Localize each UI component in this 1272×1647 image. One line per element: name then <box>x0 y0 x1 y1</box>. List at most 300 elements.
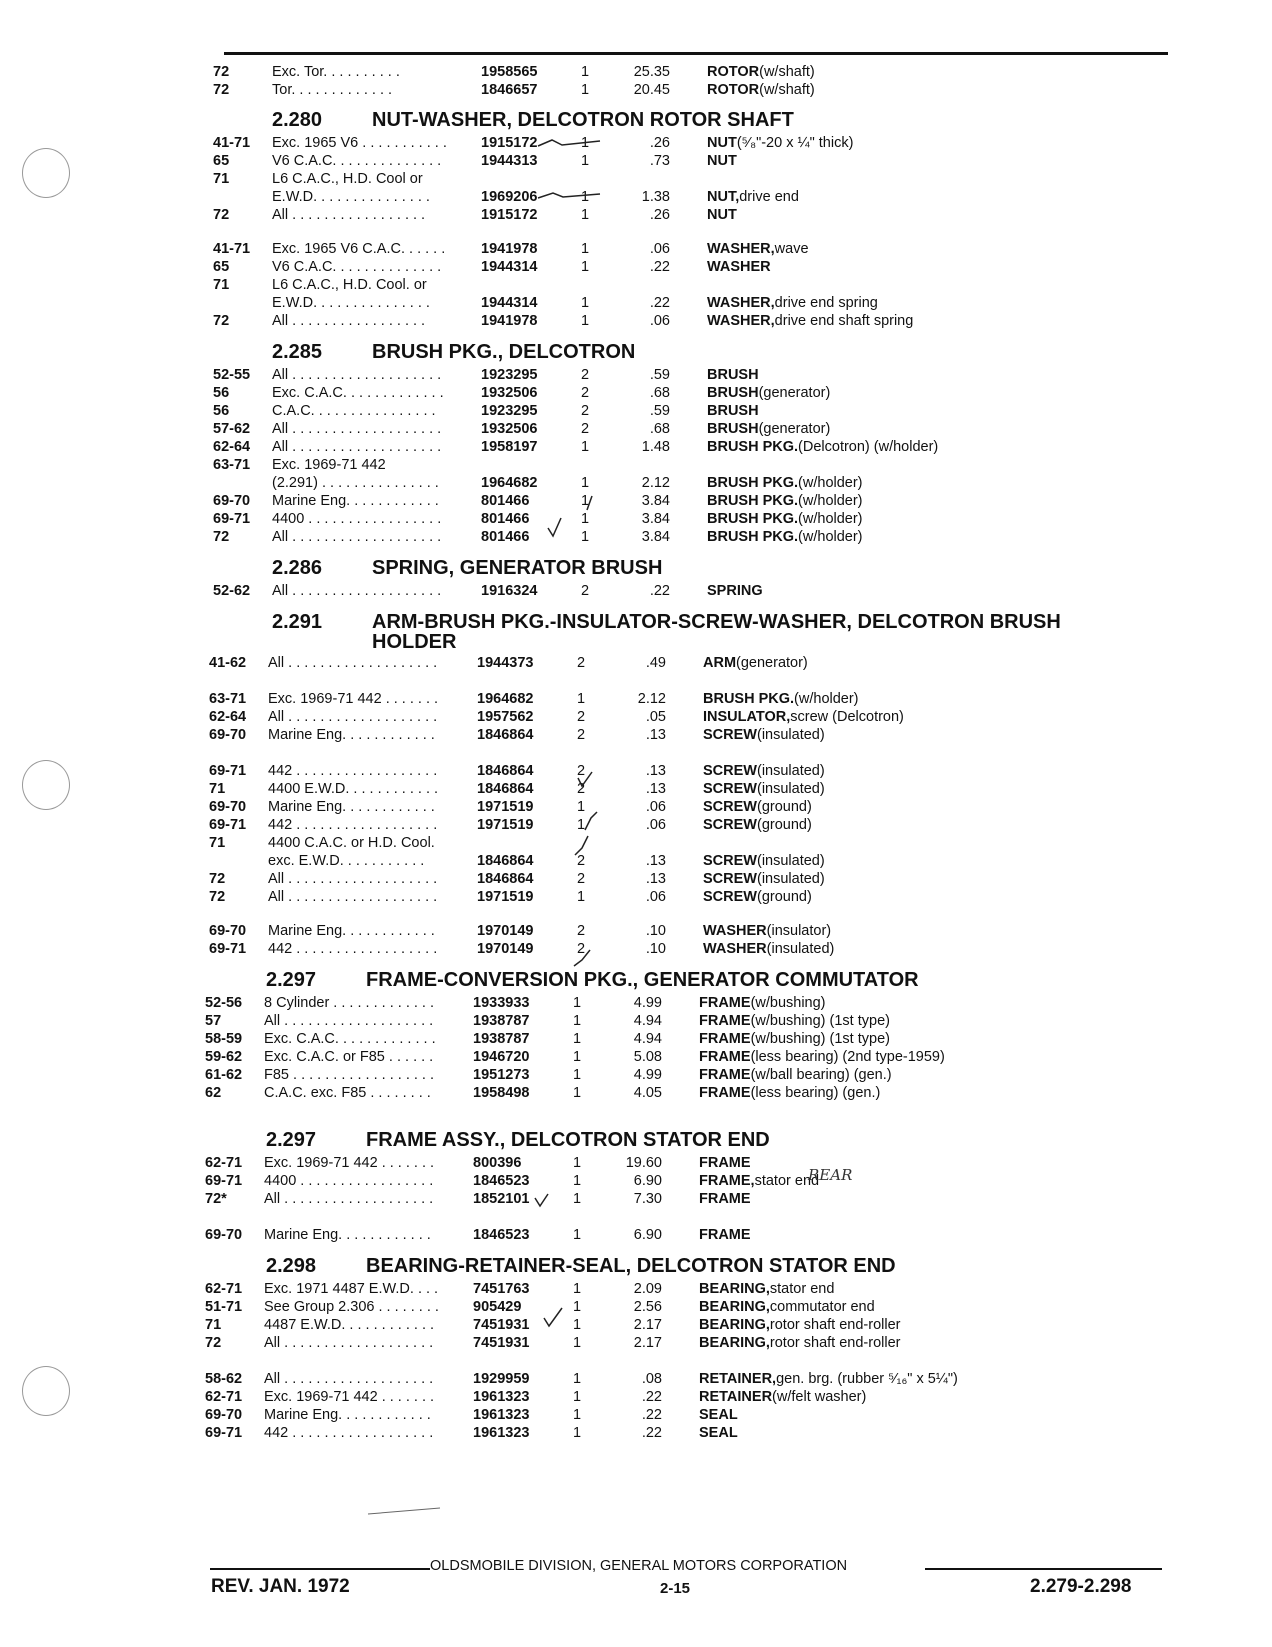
model-years: 69-71 <box>209 941 247 957</box>
model-years: 72 <box>209 871 226 887</box>
model-years: 58-59 <box>205 1031 243 1047</box>
application: All . . . . . . . . . . . . . . . . . . . <box>268 889 438 905</box>
description <box>707 240 1147 259</box>
part-row <box>0 1298 1200 1317</box>
part-detail: rotor shaft end-roller <box>769 1317 901 1333</box>
application: 442 . . . . . . . . . . . . . . . . . . <box>268 817 438 833</box>
price: .13 <box>645 727 666 743</box>
part-number: 1923295 <box>481 367 538 383</box>
description <box>707 81 1147 100</box>
price: 6.90 <box>633 1173 662 1189</box>
price: 4.99 <box>633 995 662 1011</box>
price: 4.94 <box>633 1031 662 1047</box>
part-name: BRUSH PKG. <box>707 439 799 455</box>
part-row <box>0 1388 1200 1407</box>
part-name: FRAME <box>699 1013 751 1029</box>
model-years: 51-71 <box>205 1299 243 1315</box>
section-title: BRUSH PKG., DELCOTRON <box>372 341 636 363</box>
quantity: 1 <box>573 1407 582 1423</box>
part-name: SCREW <box>703 799 757 815</box>
part-number: 1961323 <box>473 1425 530 1441</box>
quantity: 1 <box>573 1317 582 1333</box>
part-number: 1971519 <box>477 799 534 815</box>
description <box>707 402 1147 421</box>
application: E.W.D. . . . . . . . . . . . . . . <box>272 295 430 311</box>
price: .22 <box>641 1389 662 1405</box>
part-name: FRAME <box>699 1155 751 1171</box>
price: .13 <box>645 763 666 779</box>
part-row <box>0 170 1200 189</box>
part-number: 1941978 <box>481 241 538 257</box>
application: exc. E.W.D. . . . . . . . . . . <box>268 853 425 869</box>
application: 4400 C.A.C. or H.D. Cool. <box>268 835 435 851</box>
application: E.W.D. . . . . . . . . . . . . . . <box>272 189 430 205</box>
part-detail: (ground) <box>756 889 812 905</box>
part-detail: (w/shaft) <box>759 82 815 98</box>
quantity: 1 <box>573 1335 582 1351</box>
part-detail: (w/ball bearing) (gen.) <box>750 1067 892 1083</box>
description <box>707 188 1147 207</box>
part-name: INSULATOR, <box>703 709 791 725</box>
part-detail: (w/felt washer) <box>772 1389 867 1405</box>
application: All . . . . . . . . . . . . . . . . . . . <box>268 655 438 671</box>
quantity: 1 <box>573 1049 582 1065</box>
part-row <box>0 528 1200 547</box>
application: (2.291) . . . . . . . . . . . . . . . <box>272 475 439 491</box>
description <box>703 940 1143 959</box>
price: .05 <box>645 709 666 725</box>
quantity: 1 <box>581 207 590 223</box>
part-detail: (insulated) <box>756 727 825 743</box>
part-detail: (generator) <box>758 385 831 401</box>
part-row <box>0 1084 1200 1103</box>
section-title: ARM-BRUSH PKG.-INSULATOR-SCREW-WASHER, DELCOTRON BRUSH <box>372 611 1061 633</box>
part-row <box>0 206 1200 225</box>
description <box>699 1280 1139 1299</box>
part-row <box>0 510 1200 529</box>
part-name: WASHER <box>707 259 771 275</box>
application: Exc. 1965 V6 C.A.C. . . . . . <box>272 241 446 257</box>
part-number: 1944314 <box>481 295 538 311</box>
part-name: SCREW <box>703 871 757 887</box>
part-name: RETAINER, <box>699 1371 777 1387</box>
part-row <box>0 1406 1200 1425</box>
section-number: 2.291 <box>272 611 323 633</box>
part-number: 1958565 <box>481 64 538 80</box>
model-years: 65 <box>213 153 230 169</box>
part-name: SEAL <box>699 1425 738 1441</box>
part-row <box>0 258 1200 277</box>
model-years: 69-70 <box>205 1407 243 1423</box>
part-number: 1958498 <box>473 1085 530 1101</box>
model-years: 52-56 <box>205 995 243 1011</box>
quantity: 1 <box>573 1371 582 1387</box>
description <box>703 922 1143 941</box>
part-detail: stator end <box>769 1281 835 1297</box>
model-years: 71 <box>213 277 230 293</box>
revision-date: REV. JAN. 1972 <box>211 1576 350 1597</box>
quantity: 2 <box>581 367 590 383</box>
part-number: 1938787 <box>473 1031 530 1047</box>
application: C.A.C. exc. F85 . . . . . . . . <box>264 1085 431 1101</box>
model-years: 72 <box>209 889 226 905</box>
model-years: 72 <box>213 82 230 98</box>
price: .08 <box>641 1371 662 1387</box>
description <box>703 726 1143 745</box>
quantity: 1 <box>573 1013 582 1029</box>
price: 4.99 <box>633 1067 662 1083</box>
part-number: 905429 <box>473 1299 522 1315</box>
part-name: NUT <box>707 153 737 169</box>
application: V6 C.A.C. . . . . . . . . . . . . . <box>272 153 442 169</box>
section-title: FRAME-CONVERSION PKG., GENERATOR COMMUTATOR <box>366 969 919 991</box>
part-name: FRAME <box>699 1085 751 1101</box>
description <box>699 1048 1139 1067</box>
part-row <box>0 852 1200 871</box>
part-row <box>0 474 1200 493</box>
part-number: 1971519 <box>477 817 534 833</box>
model-years: 71 <box>209 835 226 851</box>
description <box>707 294 1147 313</box>
part-detail: rotor shaft end-roller <box>769 1335 901 1351</box>
description <box>703 780 1143 799</box>
section-number: 2.297 <box>266 1129 317 1151</box>
part-number: 1944314 <box>481 259 538 275</box>
part-detail: (insulator) <box>766 923 832 939</box>
part-row <box>0 81 1200 100</box>
part-number: 1964682 <box>481 475 538 491</box>
model-years: 69-70 <box>205 1227 243 1243</box>
quantity: 1 <box>581 313 590 329</box>
part-row <box>0 420 1200 439</box>
application: Exc. Tor. . . . . . . . . . <box>272 64 400 80</box>
footer-rule-left <box>210 1568 430 1570</box>
part-row <box>0 816 1200 835</box>
description <box>703 816 1143 835</box>
part-row <box>0 456 1200 475</box>
price: 3.84 <box>641 511 670 527</box>
model-years: 57 <box>205 1013 222 1029</box>
part-row <box>0 1424 1200 1443</box>
application: All . . . . . . . . . . . . . . . . . . . <box>272 421 442 437</box>
application: 4487 E.W.D. . . . . . . . . . . . <box>264 1317 435 1333</box>
quantity: 1 <box>573 1173 582 1189</box>
price: .06 <box>649 241 670 257</box>
application: 4400 E.W.D. . . . . . . . . . . . <box>268 781 439 797</box>
price: .68 <box>649 385 670 401</box>
price: .06 <box>649 313 670 329</box>
application: 8 Cylinder . . . . . . . . . . . . . <box>264 995 435 1011</box>
top-rule <box>224 52 1168 55</box>
application: All . . . . . . . . . . . . . . . . . . . <box>264 1191 434 1207</box>
part-number: 1957562 <box>477 709 534 725</box>
application: All . . . . . . . . . . . . . . . . . . . <box>272 529 442 545</box>
quantity: 1 <box>581 241 590 257</box>
part-name: SEAL <box>699 1407 738 1423</box>
price: 1.48 <box>641 439 670 455</box>
part-name: RETAINER <box>699 1389 773 1405</box>
part-detail: (w/holder) <box>798 529 863 545</box>
part-name: BRUSH <box>707 403 759 419</box>
part-number: 1944373 <box>477 655 534 671</box>
model-years: 72 <box>213 313 230 329</box>
description <box>707 384 1147 403</box>
application: All . . . . . . . . . . . . . . . . . . . <box>264 1335 434 1351</box>
price: .49 <box>645 655 666 671</box>
quantity: 1 <box>573 1155 582 1171</box>
part-row <box>0 582 1200 601</box>
part-row <box>0 870 1200 889</box>
application: Marine Eng. . . . . . . . . . . . <box>268 727 435 743</box>
application: 442 . . . . . . . . . . . . . . . . . . <box>264 1425 434 1441</box>
part-detail: drive end spring <box>774 295 878 311</box>
description <box>707 206 1147 225</box>
section-number: 2.298 <box>266 1255 317 1277</box>
quantity: 2 <box>581 421 590 437</box>
part-row <box>0 1316 1200 1335</box>
application: All . . . . . . . . . . . . . . . . . <box>272 207 426 223</box>
part-row <box>0 402 1200 421</box>
price: .22 <box>649 295 670 311</box>
section-header <box>266 1254 1130 1278</box>
part-row <box>0 1172 1200 1191</box>
part-number: 1932506 <box>481 421 538 437</box>
quantity: 1 <box>573 995 582 1011</box>
quantity: 1 <box>581 295 590 311</box>
part-number: 1846864 <box>477 853 534 869</box>
part-detail: drive end shaft spring <box>774 313 914 329</box>
part-detail: (insulated) <box>756 763 825 779</box>
description <box>703 852 1143 871</box>
part-number: 1916324 <box>481 583 538 599</box>
part-number: 800396 <box>473 1155 522 1171</box>
application: Exc. 1969-71 442 . . . . . . . <box>264 1155 435 1171</box>
part-name: BRUSH PKG. <box>707 493 799 509</box>
model-years: 69-71 <box>205 1173 243 1189</box>
part-name: SCREW <box>703 853 757 869</box>
part-row <box>0 63 1200 82</box>
section-title: BEARING-RETAINER-SEAL, DELCOTRON STATOR END <box>366 1255 896 1277</box>
model-years: 63-71 <box>209 691 247 707</box>
model-years: 41-71 <box>213 241 251 257</box>
quantity: 1 <box>573 1425 582 1441</box>
application: Exc. 1969-71 442 . . . . . . . <box>268 691 439 707</box>
part-row <box>0 276 1200 295</box>
model-years: 69-71 <box>213 511 251 527</box>
part-number: 1852101 <box>473 1191 530 1207</box>
part-name: ROTOR <box>707 64 760 80</box>
description <box>699 1388 1139 1407</box>
description <box>699 1066 1139 1085</box>
model-years: 69-70 <box>209 727 247 743</box>
price: .22 <box>649 583 670 599</box>
application: L6 C.A.C., H.D. Cool. or <box>272 277 427 293</box>
description <box>707 420 1147 439</box>
part-row <box>0 438 1200 457</box>
description <box>699 1172 1139 1191</box>
quantity: 2 <box>577 871 586 887</box>
part-name: ARM <box>703 655 737 671</box>
part-number: 1846523 <box>473 1227 530 1243</box>
model-years: 56 <box>213 385 230 401</box>
description <box>699 1370 1139 1389</box>
part-number: 1929959 <box>473 1371 530 1387</box>
price: 25.35 <box>633 64 670 80</box>
quantity: 1 <box>573 1389 582 1405</box>
section-header <box>272 556 1130 580</box>
handwritten-note: REAR <box>808 1166 853 1184</box>
model-years: 69-71 <box>209 817 247 833</box>
description <box>703 798 1143 817</box>
part-name: FRAME <box>699 1067 751 1083</box>
application: All . . . . . . . . . . . . . . . . . . . <box>272 439 442 455</box>
part-number: 1846864 <box>477 781 534 797</box>
model-years: 41-71 <box>213 135 251 151</box>
part-row <box>0 780 1200 799</box>
part-name: SCREW <box>703 781 757 797</box>
description <box>699 1298 1139 1317</box>
part-number: 1961323 <box>473 1407 530 1423</box>
part-detail: (w/bushing) <box>750 995 826 1011</box>
model-years: 72 <box>205 1335 222 1351</box>
part-detail: wave <box>774 241 809 257</box>
part-row <box>0 294 1200 313</box>
part-number: 1846657 <box>481 82 538 98</box>
part-number: 1923295 <box>481 403 538 419</box>
model-years: 62-71 <box>205 1389 243 1405</box>
group-range: 2.279-2.298 <box>1030 1576 1132 1597</box>
price: .22 <box>649 259 670 275</box>
quantity: 1 <box>581 189 590 205</box>
price: .13 <box>645 781 666 797</box>
part-detail: (ground) <box>756 799 812 815</box>
part-name: FRAME, <box>699 1173 755 1189</box>
application: Exc. C.A.C. . . . . . . . . . . . . <box>264 1031 436 1047</box>
application: All . . . . . . . . . . . . . . . . . <box>272 313 426 329</box>
section-title: FRAME ASSY., DELCOTRON STATOR END <box>366 1129 770 1151</box>
model-years: 65 <box>213 259 230 275</box>
price: 19.60 <box>625 1155 662 1171</box>
part-number: 1846523 <box>473 1173 530 1189</box>
part-row <box>0 1370 1200 1389</box>
quantity: 2 <box>581 403 590 419</box>
model-years: 69-70 <box>209 799 247 815</box>
quantity: 2 <box>581 583 590 599</box>
quantity: 2 <box>577 727 586 743</box>
application: Exc. C.A.C. or F85 . . . . . . <box>264 1049 434 1065</box>
price: 20.45 <box>633 82 670 98</box>
part-detail: (insulated) <box>756 853 825 869</box>
part-detail: (less bearing) (gen.) <box>750 1085 881 1101</box>
part-detail: stator end <box>754 1173 820 1189</box>
part-detail: (Delcotron) (w/holder) <box>798 439 939 455</box>
part-detail: (w/shaft) <box>759 64 815 80</box>
application: V6 C.A.C. . . . . . . . . . . . . . <box>272 259 442 275</box>
part-detail: (w/holder) <box>794 691 859 707</box>
part-name: BRUSH PKG. <box>707 529 799 545</box>
price: .22 <box>641 1425 662 1441</box>
price: 2.17 <box>633 1335 662 1351</box>
application: Marine Eng. . . . . . . . . . . . <box>264 1407 431 1423</box>
price: .59 <box>649 367 670 383</box>
model-years: 56 <box>213 403 230 419</box>
price: .13 <box>645 853 666 869</box>
model-years: 72 <box>213 64 230 80</box>
section-title: NUT-WASHER, DELCOTRON ROTOR SHAFT <box>372 109 794 131</box>
part-row <box>0 240 1200 259</box>
application: Exc. 1971 4487 E.W.D. . . . <box>264 1281 439 1297</box>
part-name: FRAME <box>699 1191 751 1207</box>
application: 442 . . . . . . . . . . . . . . . . . . <box>268 941 438 957</box>
section-title-continued: HOLDER <box>372 631 457 653</box>
section-number: 2.297 <box>266 969 317 991</box>
part-number: 801466 <box>481 529 530 545</box>
part-name: NUT <box>707 207 737 223</box>
part-row <box>0 134 1200 153</box>
quantity: 1 <box>581 475 590 491</box>
model-years: 61-62 <box>205 1067 243 1083</box>
application: See Group 2.306 . . . . . . . . <box>264 1299 439 1315</box>
part-detail: (less bearing) (2nd type-1959) <box>750 1049 945 1065</box>
model-years: 62-64 <box>209 709 247 725</box>
application: Exc. 1969-71 442 <box>272 457 386 473</box>
part-row <box>0 798 1200 817</box>
model-years: 69-70 <box>213 493 251 509</box>
description <box>707 258 1147 277</box>
part-row <box>0 994 1200 1013</box>
part-number: 1970149 <box>477 941 534 957</box>
part-name: BRUSH PKG. <box>707 475 799 491</box>
price: 2.09 <box>633 1281 662 1297</box>
quantity: 1 <box>581 529 590 545</box>
price: 2.12 <box>641 475 670 491</box>
quantity: 1 <box>573 1067 582 1083</box>
quantity: 2 <box>577 781 586 797</box>
part-name: BRUSH PKG. <box>703 691 795 707</box>
part-name: WASHER <box>703 923 767 939</box>
part-row <box>0 1048 1200 1067</box>
application: 4400 . . . . . . . . . . . . . . . . . <box>264 1173 434 1189</box>
model-years: 69-70 <box>209 923 247 939</box>
description <box>707 582 1147 601</box>
description <box>699 1190 1139 1209</box>
part-row <box>0 654 1200 673</box>
description <box>707 438 1147 457</box>
part-number: 1915172 <box>481 135 538 151</box>
part-number: 1970149 <box>477 923 534 939</box>
description <box>703 762 1143 781</box>
model-years: 58-62 <box>205 1371 243 1387</box>
part-number: 1941978 <box>481 313 538 329</box>
description <box>707 134 1147 153</box>
part-name: BRUSH <box>707 385 759 401</box>
part-row <box>0 1334 1200 1353</box>
part-detail: (w/holder) <box>798 475 863 491</box>
price: .26 <box>649 207 670 223</box>
part-detail: gen. brg. (rubber ⁵⁄₁₆" x 5¼") <box>776 1371 958 1387</box>
pencil-stroke <box>368 1508 440 1514</box>
part-name: WASHER <box>703 941 767 957</box>
quantity: 1 <box>581 259 590 275</box>
description <box>699 1154 1139 1173</box>
model-years: 62-64 <box>213 439 251 455</box>
part-detail: (⁵⁄₈"-20 x ¼" thick) <box>736 135 854 151</box>
application: All . . . . . . . . . . . . . . . . . . . <box>268 709 438 725</box>
model-years: 71 <box>209 781 226 797</box>
part-detail: drive end <box>739 189 799 205</box>
part-detail: (generator) <box>758 421 831 437</box>
part-number: 7451931 <box>473 1335 530 1351</box>
